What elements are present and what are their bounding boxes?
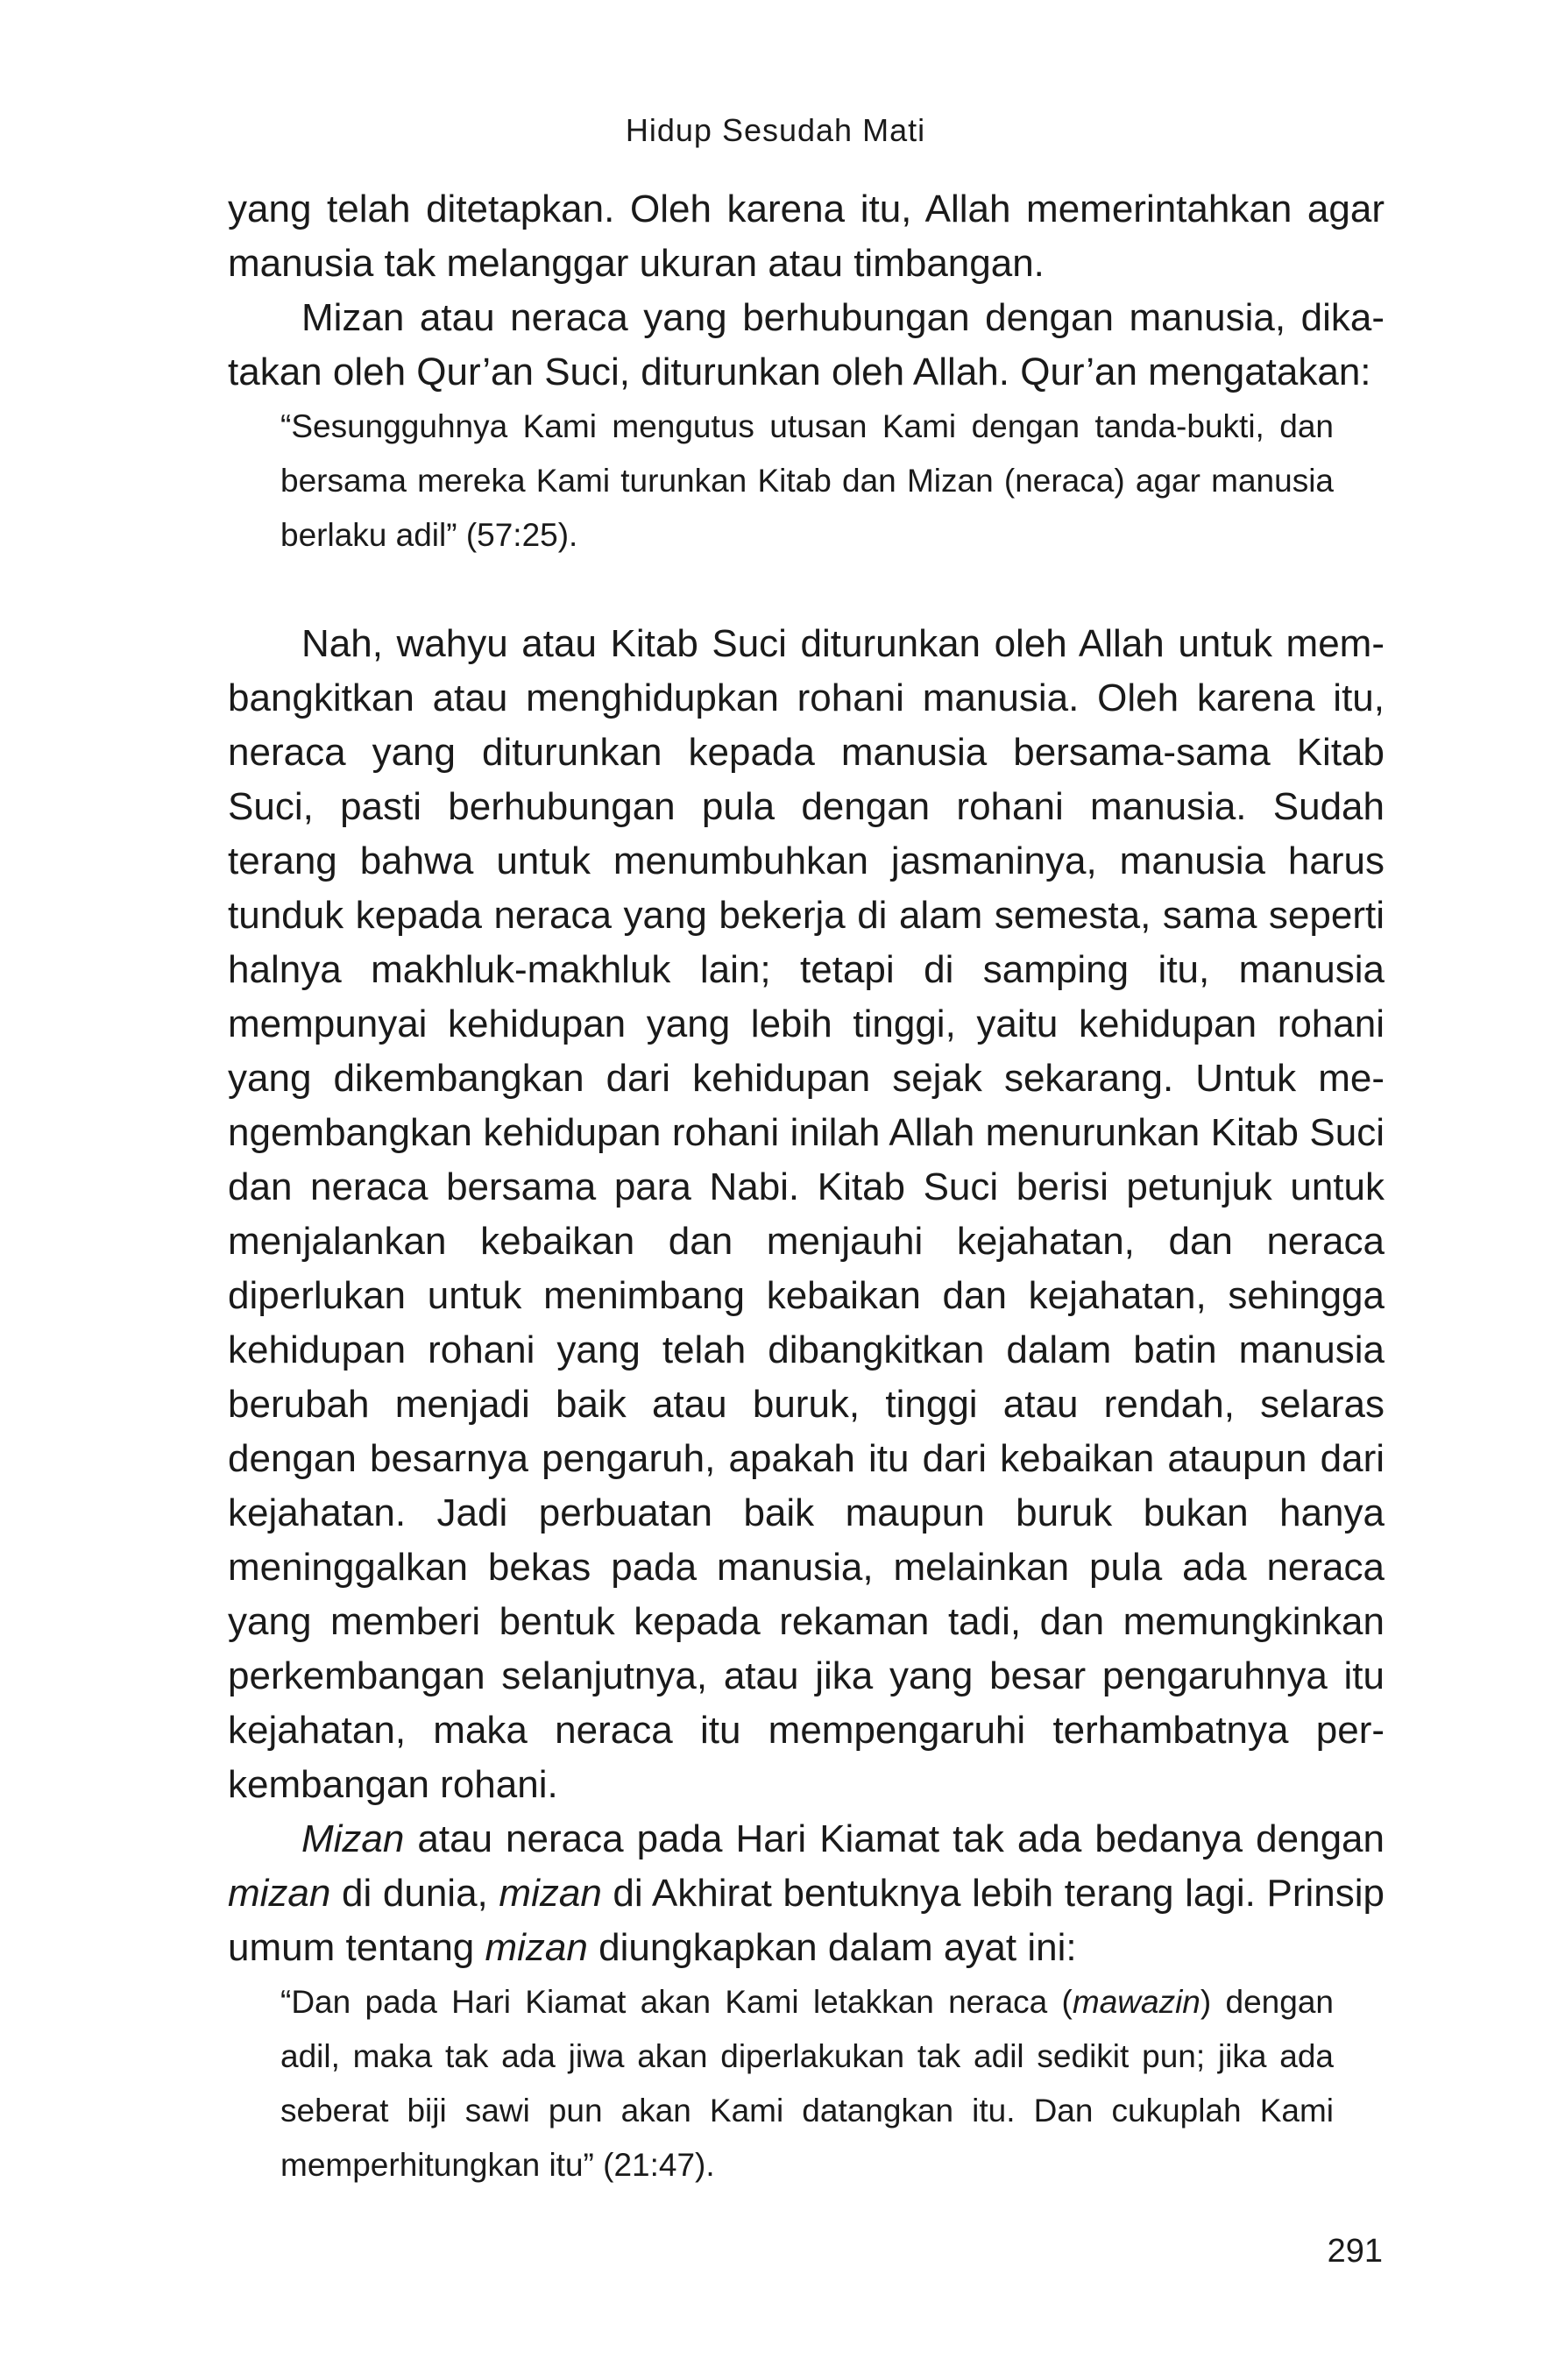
text-run: diungkapkan dalam ayat ini:	[587, 1926, 1077, 1969]
page-body	[228, 182, 1385, 2192]
italic-term: mizan	[485, 1926, 588, 1969]
italic-term: mawazin	[1072, 1984, 1200, 2020]
text-run: ) dengan adil, maka tak ada jiwa akan diperlakukan tak adil sedikit pun; jika ada seberat biji sawi pun akan Kami datangkan itu. Dan cukuplah Kami memperhitungkan itu” (21:47).	[280, 1984, 1334, 2183]
paragraph: Mizan atau neraca yang berhubungan dengan manusia, dikatakan oleh Qur’an Suci, diturunkan oleh Allah. Qur’an mengatakan:	[228, 296, 1385, 393]
italic-term: mizan	[499, 1872, 602, 1915]
paragraph	[228, 1812, 1385, 1975]
italic-term: Mizan	[301, 1817, 405, 1860]
running-header: Hidup Sesudah Mati	[625, 112, 926, 148]
paragraph: yang telah ditetapkan. Oleh karena itu, Allah memerintahkan agar manusia tak melanggar ukuran atau timbangan.	[228, 188, 1385, 285]
italic-term: mizan	[228, 1872, 331, 1915]
text-run: atau neraca pada Hari Kiamat tak ada bedanya dengan	[404, 1817, 1385, 1860]
text-run: “Dan pada Hari Kiamat akan Kami letakkan neraca (	[280, 1984, 1073, 2020]
page-number: 291	[1327, 2233, 1383, 2270]
block-quote	[280, 1975, 1334, 2192]
text-run: di dunia,	[330, 1872, 499, 1915]
paragraph: Nah, wahyu atau Kitab Suci diturunkan oleh Allah untuk membangkitkan atau menghidupkan rohani manusia. Oleh karena itu, neraca yang diturunkan kepada manusia bersama-sama Kitab Suci, pasti berhubungan pula dengan rohani manusia. Sudah terang bahwa untuk menumbuhkan jasmaninya, manusia harus tunduk kepada neraca yang bekerja di alam semesta, sama seperti halnya makhluk-makhluk lain; tetapi di samping itu, manusia mempunyai kehidupan yang lebih tinggi, yaitu kehidupan rohani yang dikembangkan dari kehidupan sejak sekarang. Untuk mengembangkan kehidupan rohani inilah Allah menurunkan Kitab Suci dan neraca bersama para Nabi. Kitab Suci berisi petunjuk untuk menjalankan kebaikan dan menjauhi kejahatan, dan neraca diperlukan untuk menimbang kebaikan dan kejahatan, sehingga kehidupan rohani yang telah dibangkitkan dalam batin manusia berubah menjadi baik atau buruk, tinggi atau rendah, selaras dengan besarnya pengaruh, apakah itu dari kebaikan ataupun dari kejahatan. Jadi perbuatan baik maupun buruk bukan hanya meninggalkan bekas pada manusia, melainkan pula ada neraca yang memberi bentuk kepada rekaman tadi, dan memungkinkan perkembangan selanjutnya, atau jika yang besar pengaruhnya itu kejahatan, maka neraca itu mempengaruhi terhambatnya perkembangan rohani.	[228, 622, 1385, 1806]
block-quote: “Sesungguhnya Kami mengutus utusan Kami dengan tanda-bukti, dan bersama mereka Kami turunkan Kitab dan Mizan (neraca) agar manusia berlaku adil” (57:25).	[280, 408, 1334, 553]
text-run: di Akhirat bentuknya lebih terang lagi. Prinsip umum tentang	[228, 1872, 1385, 1969]
